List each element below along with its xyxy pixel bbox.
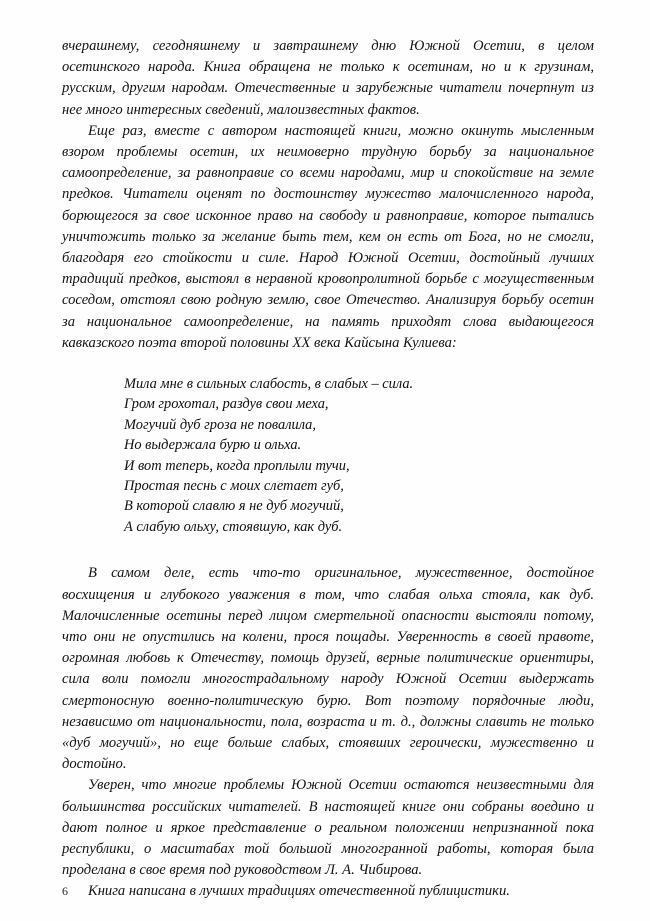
- poem-line: Мила мне в сильных слабость, в слабых – сила.: [124, 376, 414, 393]
- paragraph-5: Книга написана в лучших традициях отечественной публицистики.: [88, 883, 510, 900]
- poem-line: И вот теперь, когда проплыли тучи,: [124, 457, 350, 474]
- poem-line: Но выдержала бурю и ольха.: [124, 437, 302, 454]
- poem-line: Гром грохотал, раздув свои меха,: [124, 396, 329, 413]
- paragraph-3: В самом деле, есть что-то оригинальное, мужественное, достойное восхищения и глубокого уважения в том, что слабая ольха стояла, как дуб. Малочисленные осетины перед лицом смертельной опасности выстояли потому, что они не опустились на колени, прося пощады. Уверенность в своей правоте, огромная любовь к Отечеству, помощь друзей, верные политические ориентиры, сила воли помогли многострадальному народу Южной Осетии выдержать смертоносную военно-политическую бурю. Вот поэтому порядочные люди, независимо от национальности, пола, возраста и т. д., должны славить не только «дуб могучий», но еще больше слабых, стоявших героически, мужественно и достойно.: [62, 565, 594, 773]
- page-body-lower: [62, 563, 594, 902]
- poem-line: Могучий дуб гроза не повалила,: [124, 416, 316, 433]
- paragraph-continuation: вчерашнему, сегодняшнему и завтрашнему дню Южной Осетии, в целом осетинского народа. Книга обращена не только к осетинам, но и к грузинам, русским, другим народам. Отечественные и зарубежные читатели почерпнут из нее много интересных сведений, малоизвестных фактов.: [62, 38, 594, 118]
- spacer: [62, 537, 594, 563]
- paragraph-2: Еще раз, вместе с автором настоящей книги, можно окинуть мысленным взором проблемы осетин, их неимоверно трудную борьбу за национальное самоопределение, за равноправие со всеми народами, мир и спокойствие на земле предков. Читатели оценят по достоинству мужество малочисленного народа, борющегося за свое исконное право на свободу и равноправие, которое пытались уничтожить только за желание быть тем, кем он есть от Бога, но не смогли, благодаря его стойкости и силе. Народ Южной Осетии, достойный лучших традиций предков, выстоял в неравной кровопролитной борьбе с могущественным соседом, отстоял свою родную землю, свое Отечество. Анализируя борьбу осетин за национальное самоопределение, на память приходят слова выдающегося кавказского поэта второй половины XX века Кайсына Кулиева:: [62, 122, 594, 351]
- paragraph-4: Уверен, что многие проблемы Южной Осетии остаются неизвестными для большинства российских читателей. В настоящей книге они собраны воедино и дают полное и яркое представление о реальном положении непризнанной пока республики, о масштабах той большой многогранной работы, которая была проделана в свое время под руководством Л. А. Чибирова.: [62, 777, 594, 879]
- page-body: [62, 36, 594, 354]
- poem-quote: [62, 374, 594, 537]
- poem-line: А слабую ольху, стоявшую, как дуб.: [124, 518, 343, 535]
- page-number: 6: [62, 884, 68, 898]
- poem-line: Простая песнь с моих слетает губ,: [124, 478, 344, 495]
- poem-line: В которой славлю я не дуб могучий,: [124, 498, 344, 515]
